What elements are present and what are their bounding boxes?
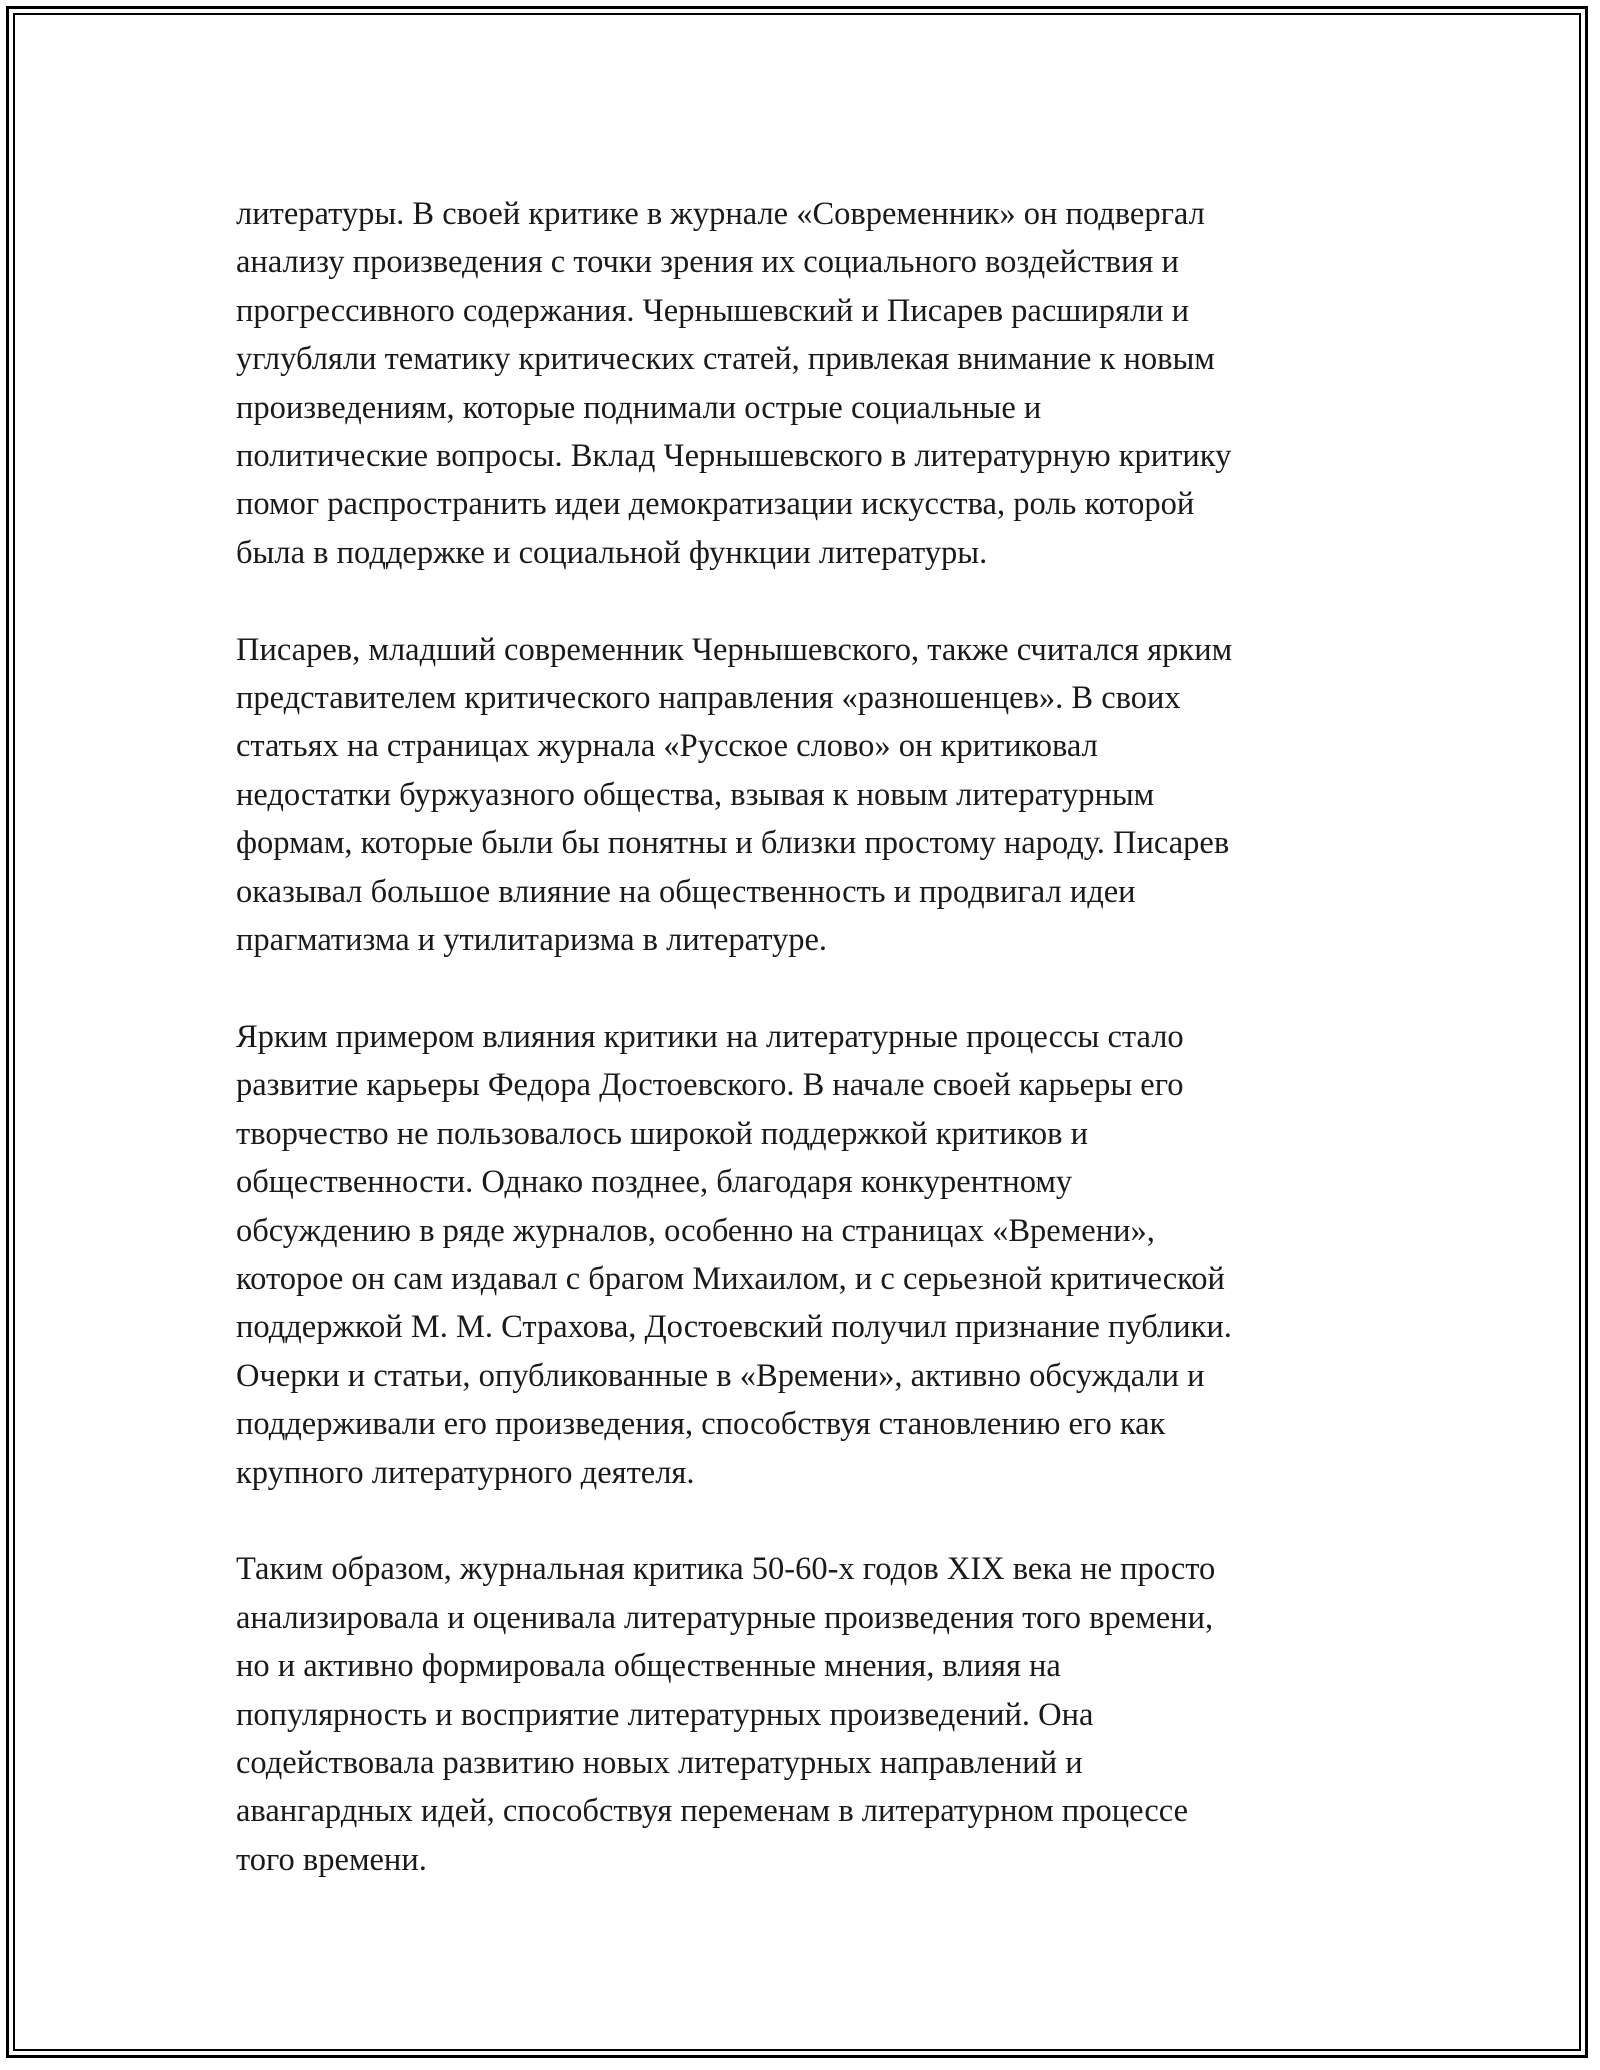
- text-line: которое он сам издавал с брагом Михаилом, и с серьезной критической: [236, 1260, 1225, 1297]
- text-line: общественности. Однако позднее, благодаря конкурентному: [236, 1164, 1073, 1201]
- text-line: Писарев, младший современник Чернышевского, также считался ярким: [236, 631, 1233, 668]
- text-line: прагматизма и утилитаризма в литературе.: [236, 922, 828, 959]
- text-line: углубляли тематику критических статей, привлекая внимание к новым: [236, 341, 1215, 378]
- text-line: содействовала развитию новых литературных направлений и: [236, 1744, 1083, 1781]
- text-line: анализу произведения с точки зрения их социального воздействия и: [236, 244, 1179, 281]
- text-line: того времени.: [236, 1841, 427, 1878]
- text-line: представителем критического направления «разношенцев». В своих: [236, 680, 1181, 717]
- text-line: прогрессивного содержания. Чернышевский и Писарев расширяли и: [236, 292, 1190, 329]
- text-line: политические вопросы. Вклад Чернышевского в литературную критику: [236, 438, 1232, 475]
- text-line: поддержкой М. М. Страхова, Достоевский получил признание публики.: [236, 1309, 1232, 1346]
- text-line: Ярким примером влияния критики на литературные процессы стало: [236, 1018, 1184, 1055]
- text-line: статьях на страницах журнала «Русское слово» он критиковал: [236, 728, 1098, 765]
- paragraph-3: [236, 1013, 1376, 1497]
- text-line: произведениям, которые поднимали острые социальные и: [236, 389, 1042, 426]
- text-line: оказывал большое влияние на общественность и продвигал идеи: [236, 873, 1136, 910]
- text-line: обсуждению в ряде журналов, особенно на страницах «Времени»,: [236, 1212, 1155, 1249]
- text-line: поддерживали его произведения, способствуя становлению его как: [236, 1406, 1166, 1443]
- text-line: развитие карьеры Федора Достоевского. В начале своей карьеры его: [236, 1067, 1184, 1104]
- text-line: Таким образом, журнальная критика 50-60-х годов XIX века не просто: [236, 1551, 1216, 1588]
- text-line: Очерки и статьи, опубликованные в «Времени», активно обсуждали и: [236, 1357, 1205, 1394]
- document-body: [236, 190, 1376, 1933]
- text-line: авангардных идей, способствуя переменам в литературном процессе: [236, 1793, 1189, 1830]
- text-line: крупного литературного деятеля.: [236, 1454, 695, 1491]
- paragraph-1: [236, 190, 1376, 577]
- text-line: анализировала и оценивала литературные произведения того времени,: [236, 1599, 1214, 1636]
- text-line: литературы. В своей критике в журнале «Современник» он подвергал: [236, 196, 1205, 232]
- text-line: но и активно формировала общественные мнения, влияя на: [236, 1648, 1061, 1685]
- text-line: формам, которые были бы понятны и близки простому народу. Писарев: [236, 825, 1230, 862]
- text-line: была в поддержке и социальной функции литературы.: [236, 534, 988, 571]
- text-line: популярность и восприятие литературных произведений. Она: [236, 1696, 1094, 1733]
- paragraph-4: [236, 1545, 1376, 1884]
- text-line: недостатки буржуазного общества, взывая к новым литературным: [236, 776, 1155, 813]
- text-line: творчество не пользовалось широкой поддержкой критиков и: [236, 1115, 1089, 1152]
- paragraph-2: [236, 626, 1376, 965]
- text-line: помог распространить идеи демократизации искусства, роль которой: [236, 486, 1195, 523]
